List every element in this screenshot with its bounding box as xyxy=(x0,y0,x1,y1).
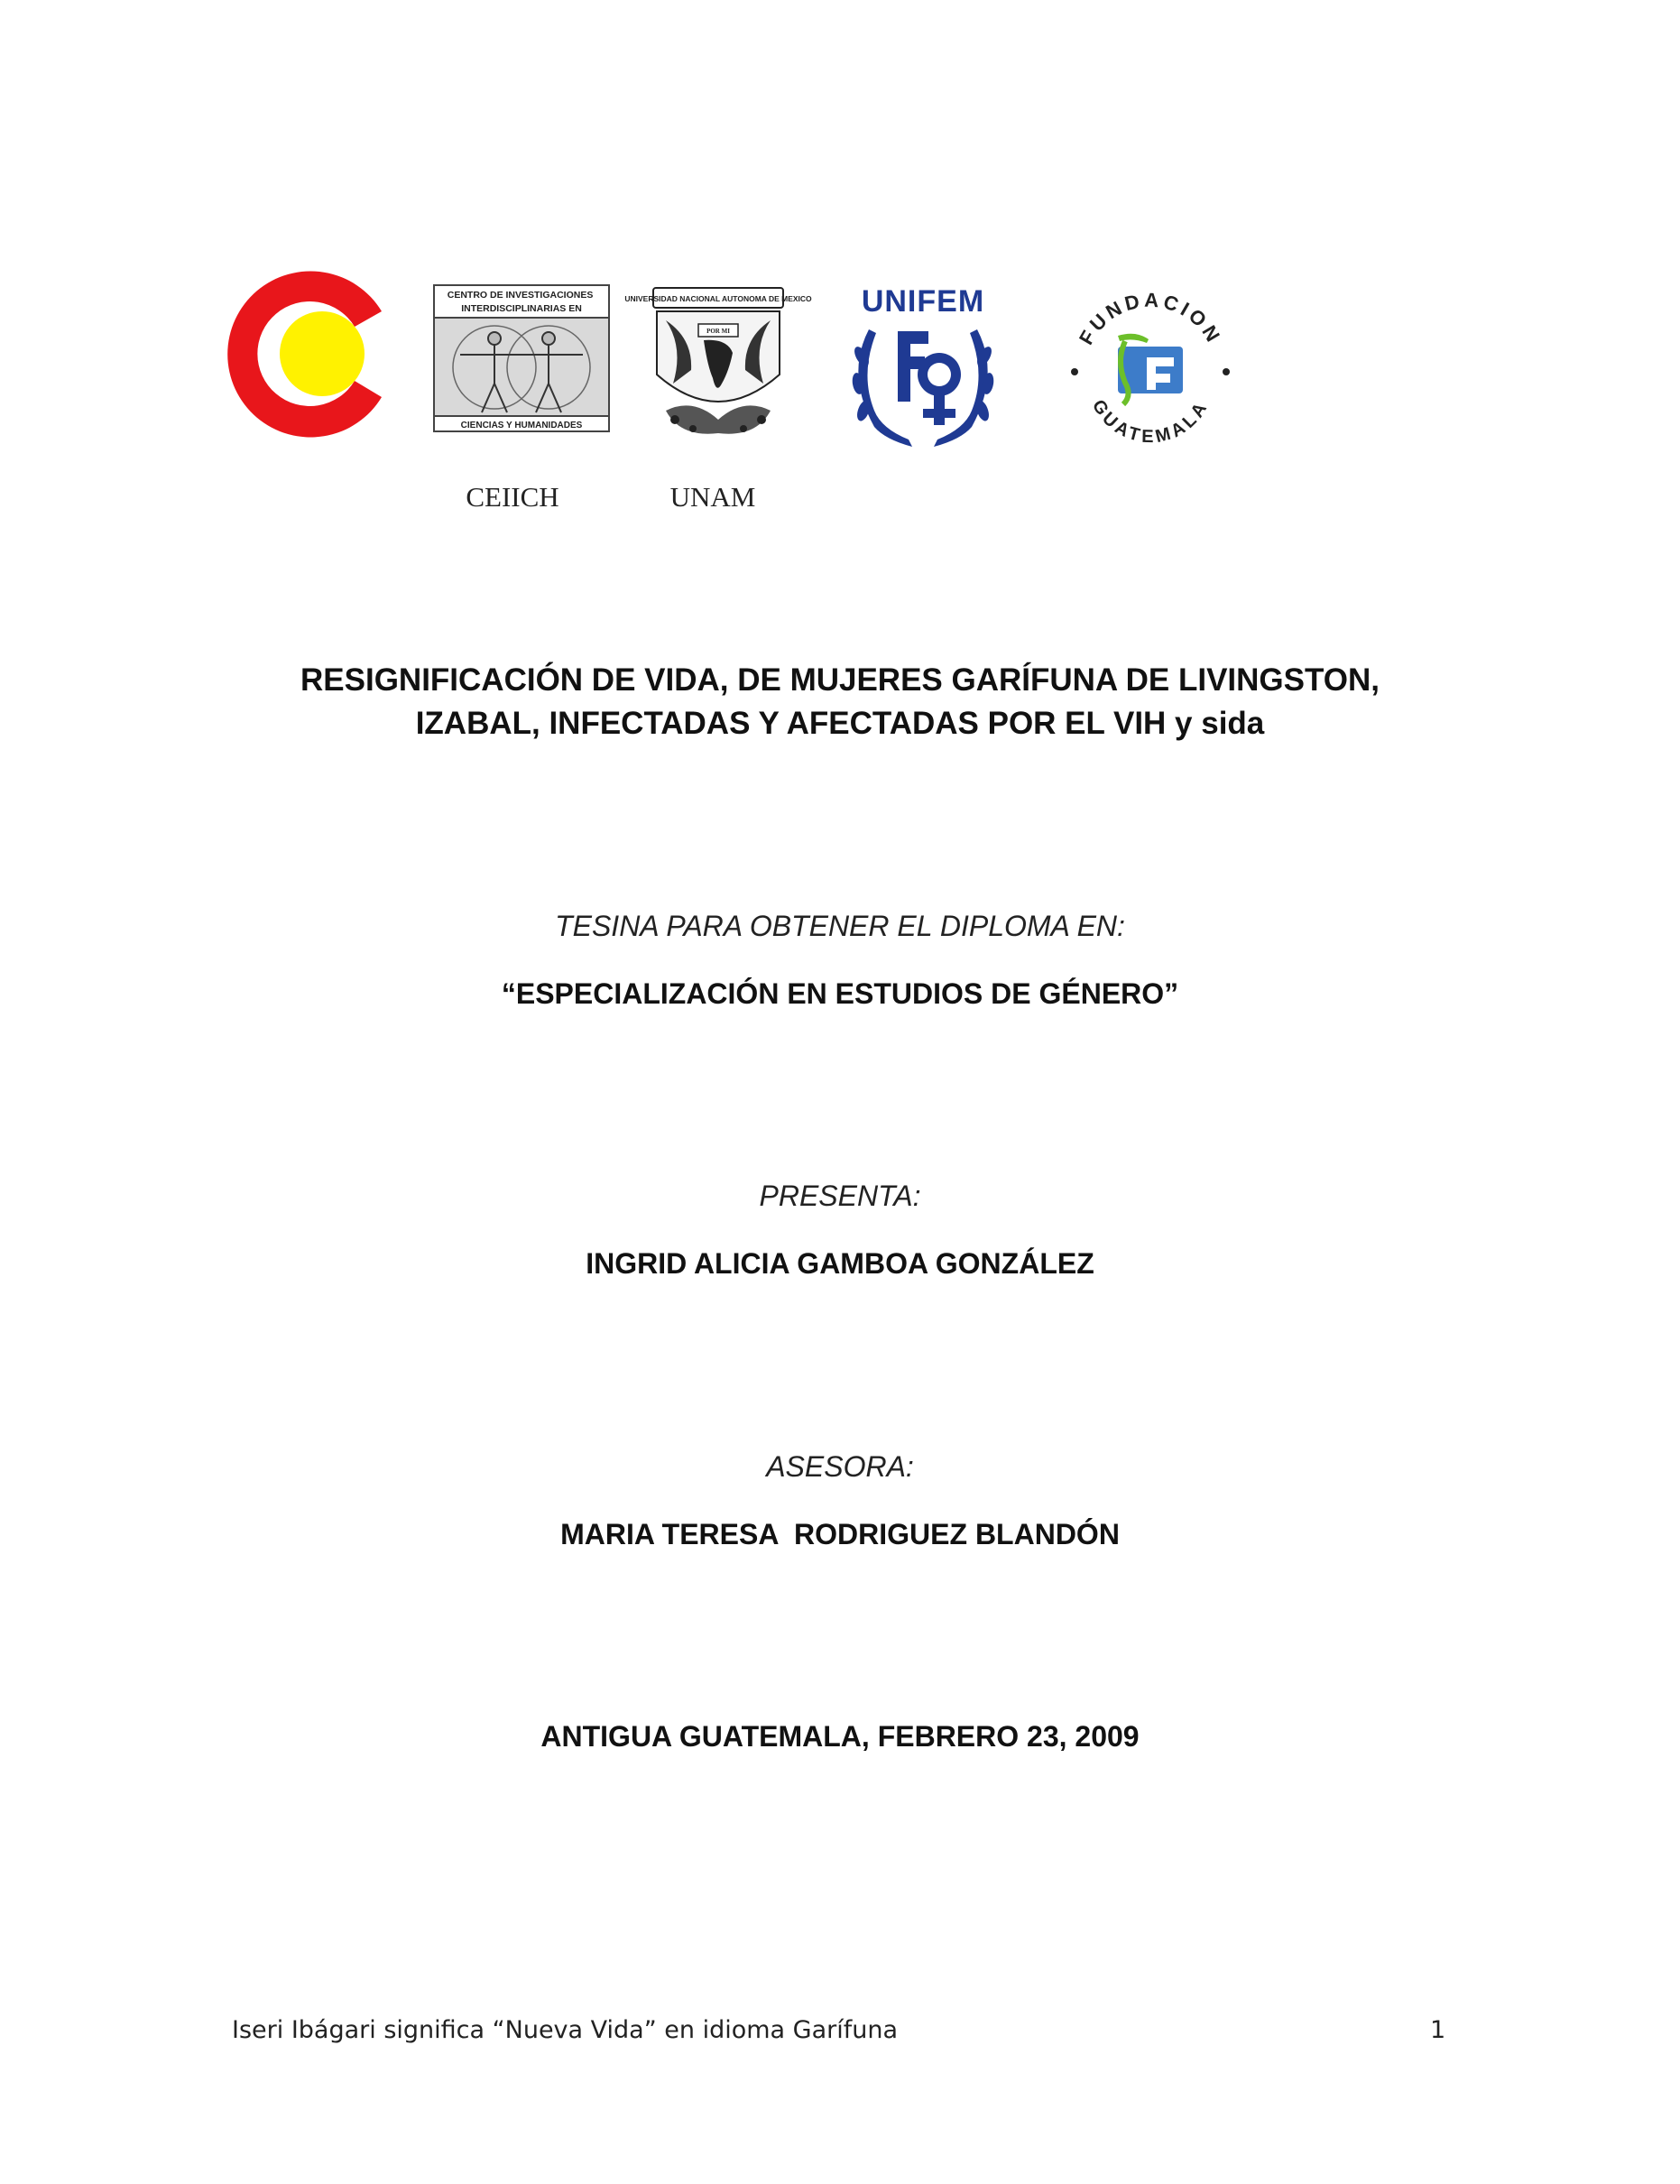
unam-seal xyxy=(624,284,812,442)
document-title-line-1: RESIGNIFICACIÓN DE VIDA, DE MUJERES GARÍFUNA DE LIVINGSTON, xyxy=(300,662,1380,698)
ceiich-top-label: CENTRO DE INVESTIGACIONES INTERDISCIPLINARIAS EN xyxy=(447,290,594,314)
unam-ring-label: UNIVERSIDAD NACIONAL AUTONOMA DE MEXICO xyxy=(624,294,812,303)
unifem-label: UNIFEM xyxy=(861,284,985,319)
advisor-name: MARIA TERESA RODRIGUEZ BLANDÓN xyxy=(560,1518,1120,1550)
thesis-label: TESINA PARA OBTENER EL DIPLOMA EN: xyxy=(555,910,1125,942)
advisor-label: ASESORA: xyxy=(766,1450,914,1483)
fundacion-top-label: FUNDACION xyxy=(1074,289,1227,349)
ceiich-bottom-label: CIENCIAS Y HUMANIDADES xyxy=(460,421,583,430)
document-title-line-2: IZABAL, INFECTADAS Y AFECTADAS POR EL VIH y sida xyxy=(415,706,1265,741)
fundacion-bottom-label: GUATEMALA xyxy=(1087,396,1214,448)
unam-motto-label: POR MI xyxy=(706,328,730,335)
footer-note: Iseri Ibágari significa “Nueva Vida” en idioma Garífuna xyxy=(232,2016,899,2044)
fundacion-guatemala-logo xyxy=(1060,289,1241,451)
thesis-program: “ESPECIALIZACIÓN EN ESTUDIOS DE GÉNERO” xyxy=(501,977,1179,1010)
unam-caption: UNAM xyxy=(669,481,756,513)
place-date: ANTIGUA GUATEMALA, FEBRERO 23, 2009 xyxy=(540,1720,1140,1753)
aecid-logo xyxy=(239,262,392,442)
ceiich-logo xyxy=(433,284,610,432)
presenter-name: INGRID ALICIA GAMBOA GONZÁLEZ xyxy=(586,1247,1094,1280)
page-number: 1 xyxy=(1430,2016,1446,2044)
ceiich-caption: CEIICH xyxy=(466,481,559,513)
unifem-logo xyxy=(835,275,1011,456)
presenter-label: PRESENTA: xyxy=(759,1180,921,1212)
